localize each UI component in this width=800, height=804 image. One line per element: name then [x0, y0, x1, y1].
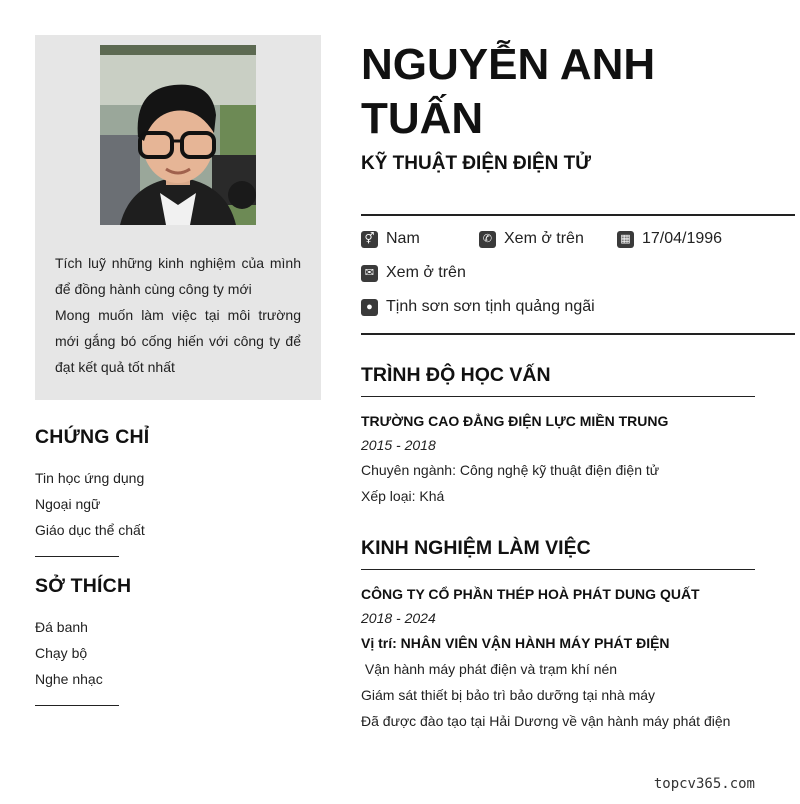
certificate-item: Giáo dục thể chất — [35, 522, 145, 538]
hobbies-heading: SỞ THÍCH — [35, 575, 132, 597]
email-icon: ✉ — [361, 265, 378, 282]
certificates-section — [35, 426, 295, 557]
education-grade: Xếp loại: Khá — [361, 488, 445, 504]
hobby-item: Đá banh — [35, 619, 88, 635]
certificates-list — [35, 465, 295, 543]
duty-item: Giám sát thiết bị bảo trì bảo dưỡng tại nhà máy — [361, 687, 656, 703]
section-divider — [35, 705, 119, 706]
experience-period: 2018 - 2024 — [361, 610, 436, 626]
duty-item: Đã được đào tạo tại Hải Dương về vận hành máy phát điện — [361, 713, 731, 729]
school-name: TRƯỜNG CAO ĐẲNG ĐIỆN LỰC MIỀN TRUNG — [361, 413, 669, 429]
header-divider — [361, 214, 795, 216]
job-title: KỸ THUẬT ĐIỆN ĐIỆN TỬ — [361, 153, 592, 174]
education-rule — [361, 396, 755, 397]
contact-phone — [479, 230, 584, 248]
objective-line: Tích luỹ những kinh nghiệm của mình để đồng hành cùng công ty mới — [55, 255, 301, 297]
site-watermark: topcv365.com — [653, 776, 755, 792]
duty-item: Vận hành máy phát điện và trạm khí nén — [361, 661, 618, 677]
career-objective — [55, 250, 301, 380]
education-heading: TRÌNH ĐỘ HỌC VẤN — [361, 364, 551, 386]
hobbies-list — [35, 614, 295, 692]
hobby-item: Chạy bộ — [35, 645, 88, 661]
contact-email — [361, 264, 466, 282]
contact-divider — [361, 333, 795, 335]
contact-address — [361, 298, 595, 316]
education-major: Chuyên ngành: Công nghệ kỹ thuật điện điện tử — [361, 462, 660, 478]
job-position: Vị trí: NHÂN VIÊN VẬN HÀNH MÁY PHÁT ĐIỆN — [361, 635, 670, 651]
experience-heading: KINH NGHIỆM LÀM VIỆC — [361, 537, 591, 559]
contact-gender — [361, 230, 420, 248]
education-period: 2015 - 2018 — [361, 437, 436, 453]
location-pin-icon: ● — [361, 299, 378, 316]
profile-panel — [35, 35, 321, 400]
email-value: Xem ở trên — [386, 264, 466, 281]
gender-value: Nam — [386, 230, 420, 247]
address-value: Tịnh sơn sơn tịnh quảng ngãi — [386, 298, 595, 315]
objective-line: Mong muốn làm việc tại môi trường mới gắng bó cống hiến với công ty để đạt kết quả tốt nhất — [55, 307, 301, 375]
section-divider — [35, 556, 119, 557]
calendar-icon: ▦ — [617, 231, 634, 248]
contact-birthday — [617, 230, 722, 248]
birthday-value: 17/04/1996 — [642, 230, 723, 247]
hobbies-section — [35, 575, 295, 706]
profile-photo — [100, 45, 256, 225]
certificate-item: Tin học ứng dụng — [35, 470, 145, 486]
company-name: CÔNG TY CỔ PHẦN THÉP HOÀ PHÁT DUNG QUẤT — [361, 586, 700, 602]
experience-rule — [361, 569, 755, 570]
candidate-name: NGUYỄN ANH TUẤN — [361, 40, 656, 143]
hobby-item: Nghe nhạc — [35, 671, 103, 687]
phone-value: Xem ở trên — [504, 230, 584, 247]
certificate-item: Ngoại ngữ — [35, 496, 101, 512]
gender-icon: ⚥ — [361, 231, 378, 248]
phone-icon: ✆ — [479, 231, 496, 248]
certificates-heading: CHỨNG CHỈ — [35, 426, 150, 448]
